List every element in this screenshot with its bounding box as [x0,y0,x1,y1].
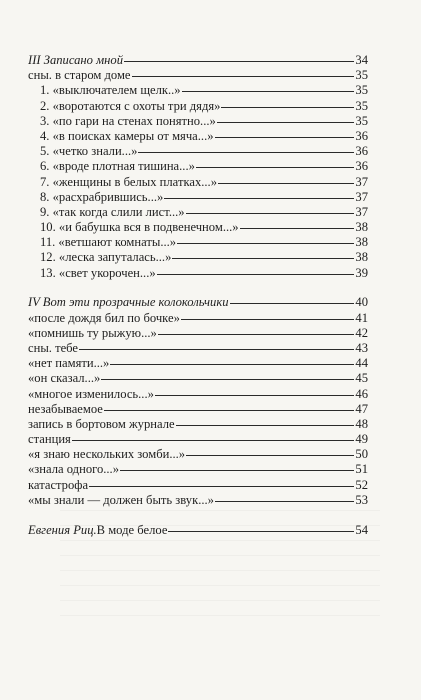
page-number: 36 [355,159,368,174]
entry-title: «я знаю нескольких зомби...» [28,447,186,462]
leader-line [79,349,354,350]
entry-title: 3. «по гари на стенах понятно...» [40,113,216,128]
toc-entry [28,387,368,402]
leader-line [177,243,354,244]
page-number: 45 [355,371,368,386]
entry-title: «помнишь ту рыжую...» [28,325,157,340]
leader-line [104,410,355,411]
entry-title: 2. «воротаются с охоты три дядя» [40,98,221,113]
leader-line [155,395,355,396]
entry-title: 5. «четко знали...» [40,144,138,159]
entry-title: 6. «вроде плотная тишина...» [40,159,195,174]
toc-entry [28,402,368,417]
page-number: 36 [355,144,368,159]
leader-line [101,379,354,380]
entry-title: «знала одного...» [28,462,120,477]
page-number: 54 [355,522,368,537]
page-number: 37 [355,204,368,219]
toc-entry [28,311,368,326]
entry-title: 13. «свет укорочен...» [40,265,156,280]
toc-entry [28,250,368,265]
page-number: 35 [355,68,368,83]
page-number: 50 [355,447,368,462]
leader-line [181,319,355,320]
leader-line [172,258,354,259]
leader-line [240,228,355,229]
entry-title: сны. тебе [28,340,79,355]
page-number: 53 [355,492,368,507]
toc-section-entries-4 [28,311,368,508]
leader-line [186,455,354,456]
leader-line [230,303,355,304]
page-number: 42 [355,325,368,340]
entry-title: 9. «так когда слили лист...» [40,204,185,219]
leader-line [182,91,355,92]
section-gap [28,508,368,523]
page-number: 36 [355,128,368,143]
leader-line [124,61,354,62]
toc-entry [28,493,368,508]
entry-title: 7. «женщины в белых платках...» [40,174,218,189]
toc-entry [28,478,368,493]
section-title: IV Вот эти прозрачные колокольчики [28,295,229,310]
entry-title: «нет памяти...» [28,356,110,371]
toc-entry [28,175,368,190]
entry-title: «многое изменилось...» [28,386,154,401]
toc-entry [28,462,368,477]
entry-title: сны. в старом доме [28,68,131,83]
leader-line [132,76,355,77]
page-number: 41 [355,310,368,325]
entry-title: запись в бортовом журнале [28,416,175,431]
leader-line [157,274,355,275]
page-number: 37 [355,189,368,204]
page-number: 51 [355,462,368,477]
toc-entry [28,356,368,371]
toc-entry [28,417,368,432]
toc-entry [28,205,368,220]
entry-title: 11. «ветшают комнаты...» [40,235,177,250]
entry-title: «он сказал...» [28,371,101,386]
toc-entry [28,220,368,235]
leader-line [217,122,355,123]
page-number: 38 [355,235,368,250]
leader-line [72,440,355,441]
leader-line [168,531,354,532]
page-number: 44 [355,356,368,371]
toc-entry [28,68,368,83]
page-number: 35 [355,83,368,98]
page-number: 47 [355,401,368,416]
afterword-author: Евгения Риц. [28,522,97,537]
toc-entry [28,114,368,129]
leader-line [164,198,354,199]
entry-title: 10. «и бабушка вся в подвенечном...» [40,220,239,235]
leader-line [138,152,354,153]
toc-entry [28,447,368,462]
leader-line [215,137,355,138]
toc-entry [28,341,368,356]
toc-entry [28,371,368,386]
toc-section-entries-3 [28,68,368,281]
page-number: 43 [355,340,368,355]
page-number: 38 [355,250,368,265]
leader-line [89,486,354,487]
toc-section-heading-3 [28,53,368,68]
toc-entry [28,83,368,98]
toc-entry [28,99,368,114]
page-number: 38 [355,220,368,235]
toc-entry [28,190,368,205]
leader-line [221,107,354,108]
page-number: 46 [355,386,368,401]
leader-line [110,364,354,365]
afterword-title: В моде белое [96,522,168,537]
section-gap [28,281,368,296]
toc-entry [28,144,368,159]
entry-title: 8. «расхрабрившись...» [40,189,164,204]
toc-entry [28,129,368,144]
entry-title: незабываемое [28,401,103,416]
entry-title: «после дождя бил по бочке» [28,310,180,325]
toc-section-heading-4 [28,295,368,310]
entry-title: «мы знали — должен быть звук...» [28,492,214,507]
leader-line [215,501,354,502]
leader-line [186,213,355,214]
page-number: 40 [355,295,368,310]
toc-entry [28,326,368,341]
leader-line [176,425,355,426]
entry-title: станция [28,432,71,447]
leader-line [120,470,354,471]
page-number: 39 [355,265,368,280]
toc-entry [28,432,368,447]
entry-title: 12. «леска запуталась...» [40,250,172,265]
entry-title: 1. «выключателем щелк..» [40,83,181,98]
entry-title: 4. «в поисках камеры от мяча...» [40,128,214,143]
leader-line [196,167,355,168]
leader-line [158,334,355,335]
table-of-contents [28,53,368,538]
page-number: 49 [355,432,368,447]
page-number: 48 [355,416,368,431]
entry-title: катастрофа [28,477,89,492]
toc-entry [28,159,368,174]
page-number: 52 [355,477,368,492]
page-number: 34 [355,53,368,67]
page-number: 35 [355,113,368,128]
toc-entry [28,235,368,250]
section-title: III Записано мной [28,53,123,67]
toc-afterword [28,523,368,538]
page-number: 35 [355,98,368,113]
toc-entry [28,266,368,281]
page-number: 37 [355,174,368,189]
leader-line [218,183,354,184]
